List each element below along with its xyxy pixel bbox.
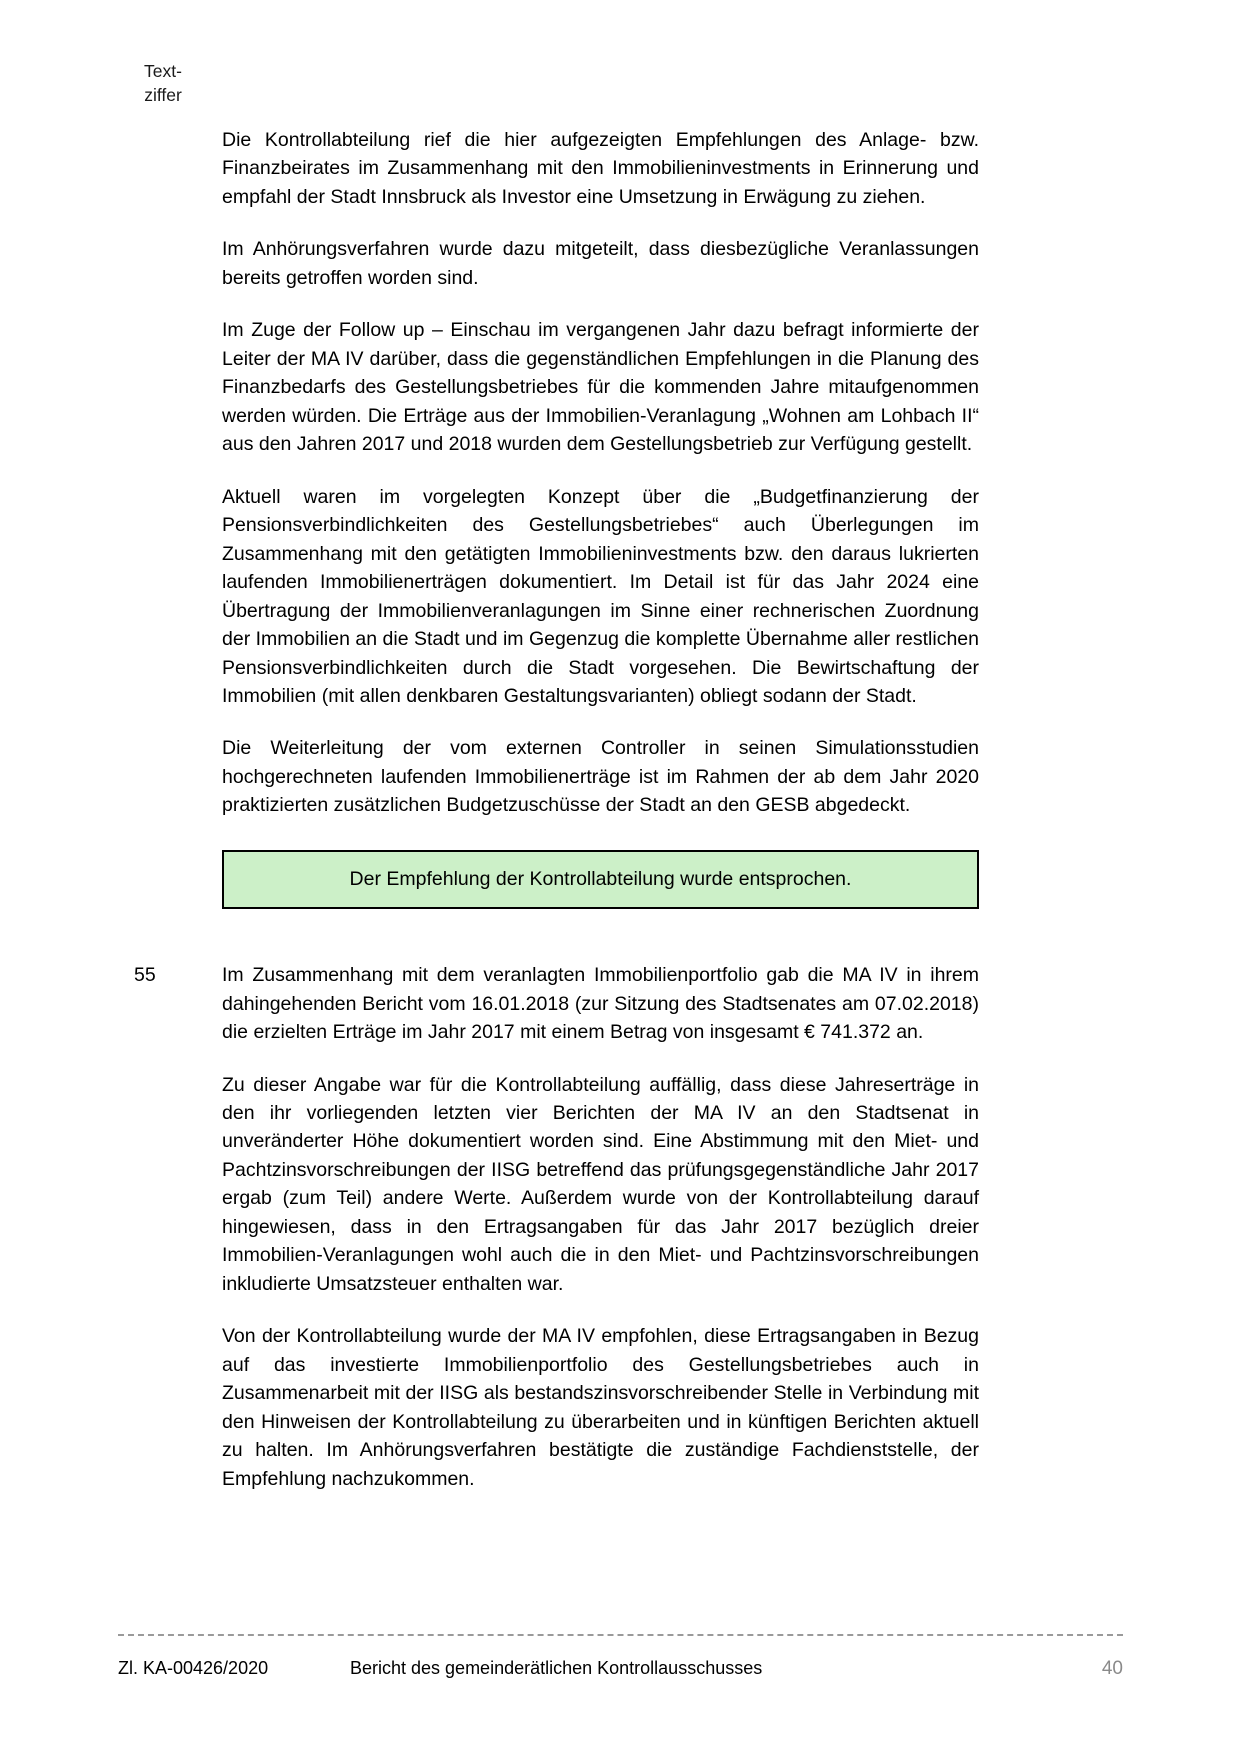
- paragraph: Zu dieser Angabe war für die Kontrollabteilung auffällig, dass diese Jahreserträge in den ihr vorliegenden letzten vier Berichten der MA IV an den Stadtsenat in unveränderter Höhe dokumentiert worden sind. Eine Abstimmung mit den Miet- und Pachtzinsvorschreibungen der IISG betreffend das prüfungsgegenständliche Jahr 2017 ergab (zum Teil) andere Werte. Außerdem wurde von der Kontrollabteilung darauf hingewiesen, dass in den Ertragsangaben für das Jahr 2017 bezüglich dreier Immobilien-Veranlagungen wohl auch die in den Miet- und Pachtzinsvorschreibungen inkludierte Umsatzsteuer enthalten war.: [222, 1073, 979, 1295]
- footer-title: Bericht des gemeinderätlichen Kontrollausschusses: [350, 1658, 763, 1678]
- paragraph: Die Kontrollabteilung rief die hier aufgezeigten Empfehlungen des Anlage- bzw. Finanzbeirates im Zusammenhang mit den Immobilieninvestments in Erinnerung und empfahl der Stadt Innsbruck als Investor eine Umsetzung in Erwägung zu ziehen.: [222, 129, 979, 208]
- document-content: [134, 126, 979, 1493]
- footer-page-number: 40: [1101, 1658, 1123, 1679]
- paragraph: Von der Kontrollabteilung wurde der MA IV empfohlen, diese Ertragsangaben in Bezug auf das investierte Immobilienportfolio des Gestellungsbetriebes auch in Zusammenarbeit mit der IISG als bestandszinsvorschreibender Stelle in Verbindung mit den Hinweisen der Kontrollabteilung zu überarbeiten und in künftigen Berichten aktuell zu halten. Im Anhörungsverfahren bestätigte die zuständige Fachdienststelle, der Empfehlung nachzukommen.: [222, 1325, 979, 1490]
- footer-row: [118, 1658, 1123, 1680]
- numbered-section-55: [134, 961, 979, 1493]
- margin-label-textziffer: [118, 60, 208, 107]
- section-number: 55: [134, 964, 156, 987]
- paragraph: Im Zusammenhang mit dem veranlagten Immobilienportfolio gab die MA IV in ihrem dahingehenden Bericht vom 16.01.2018 (zur Sitzung des Stadtsenates am 07.02.2018) die erzielten Erträge im Jahr 2017 mit einem Betrag von insgesamt € 741.372 an.: [222, 964, 979, 1044]
- recommendation-callout-text: Der Empfehlung der Kontrollabteilung wurde entsprochen.: [349, 867, 852, 890]
- footer-divider: [118, 1634, 1123, 1636]
- margin-label-line2: ziffer: [144, 84, 182, 105]
- footer-reference: Zl. KA-00426/2020: [118, 1658, 269, 1678]
- recommendation-callout-box: [222, 850, 979, 909]
- paragraph: Die Weiterleitung der vom externen Controller in seinen Simulationsstudien hochgerechneten laufenden Immobilienerträge ist im Rahmen der ab dem Jahr 2020 praktizierten zusätzlichen Budgetzuschüsse der Stadt an den GESB abgedeckt.: [222, 737, 979, 817]
- margin-label-line1: Text-: [144, 61, 182, 81]
- page-footer: [118, 1634, 1123, 1680]
- paragraph: Im Zuge der Follow up – Einschau im vergangenen Jahr dazu befragt informierte der Leiter der MA IV darüber, dass die gegenständlichen Empfehlungen in die Planung des Finanzbedarfs des Gestellungsbetriebes für die kommenden Jahre mitaufgenommen werden würden. Die Erträge aus der Immobilien-Veranlagung „Wohnen am Lohbach II“ aus den Jahren 2017 und 2018 wurden dem Gestellungsbetrieb zur Verfügung gestellt.: [222, 319, 979, 456]
- paragraph: Im Anhörungsverfahren wurde dazu mitgeteilt, dass diesbezügliche Veranlassungen bereits getroffen worden sind.: [222, 238, 979, 289]
- paragraph: Aktuell waren im vorgelegten Konzept über die „Budgetfinanzierung der Pensionsverbindlichkeiten des Gestellungsbetriebes“ auch Überlegungen im Zusammenhang mit den getätigten Immobilieninvestments bzw. den daraus lukrierten laufenden Immobilienerträgen dokumentiert. Im Detail ist für das Jahr 2024 eine Übertragung der Immobilienveranlagungen im Sinne einer rechnerischen Zuordnung der Immobilien an die Stadt und im Gegenzug die komplette Übernahme aller restlichen Pensionsverbindlichkeiten durch die Stadt vorgesehen. Die Bewirtschaftung der Immobilien (mit allen denkbaren Gestaltungsvarianten) obliegt sodann der Stadt.: [222, 485, 979, 707]
